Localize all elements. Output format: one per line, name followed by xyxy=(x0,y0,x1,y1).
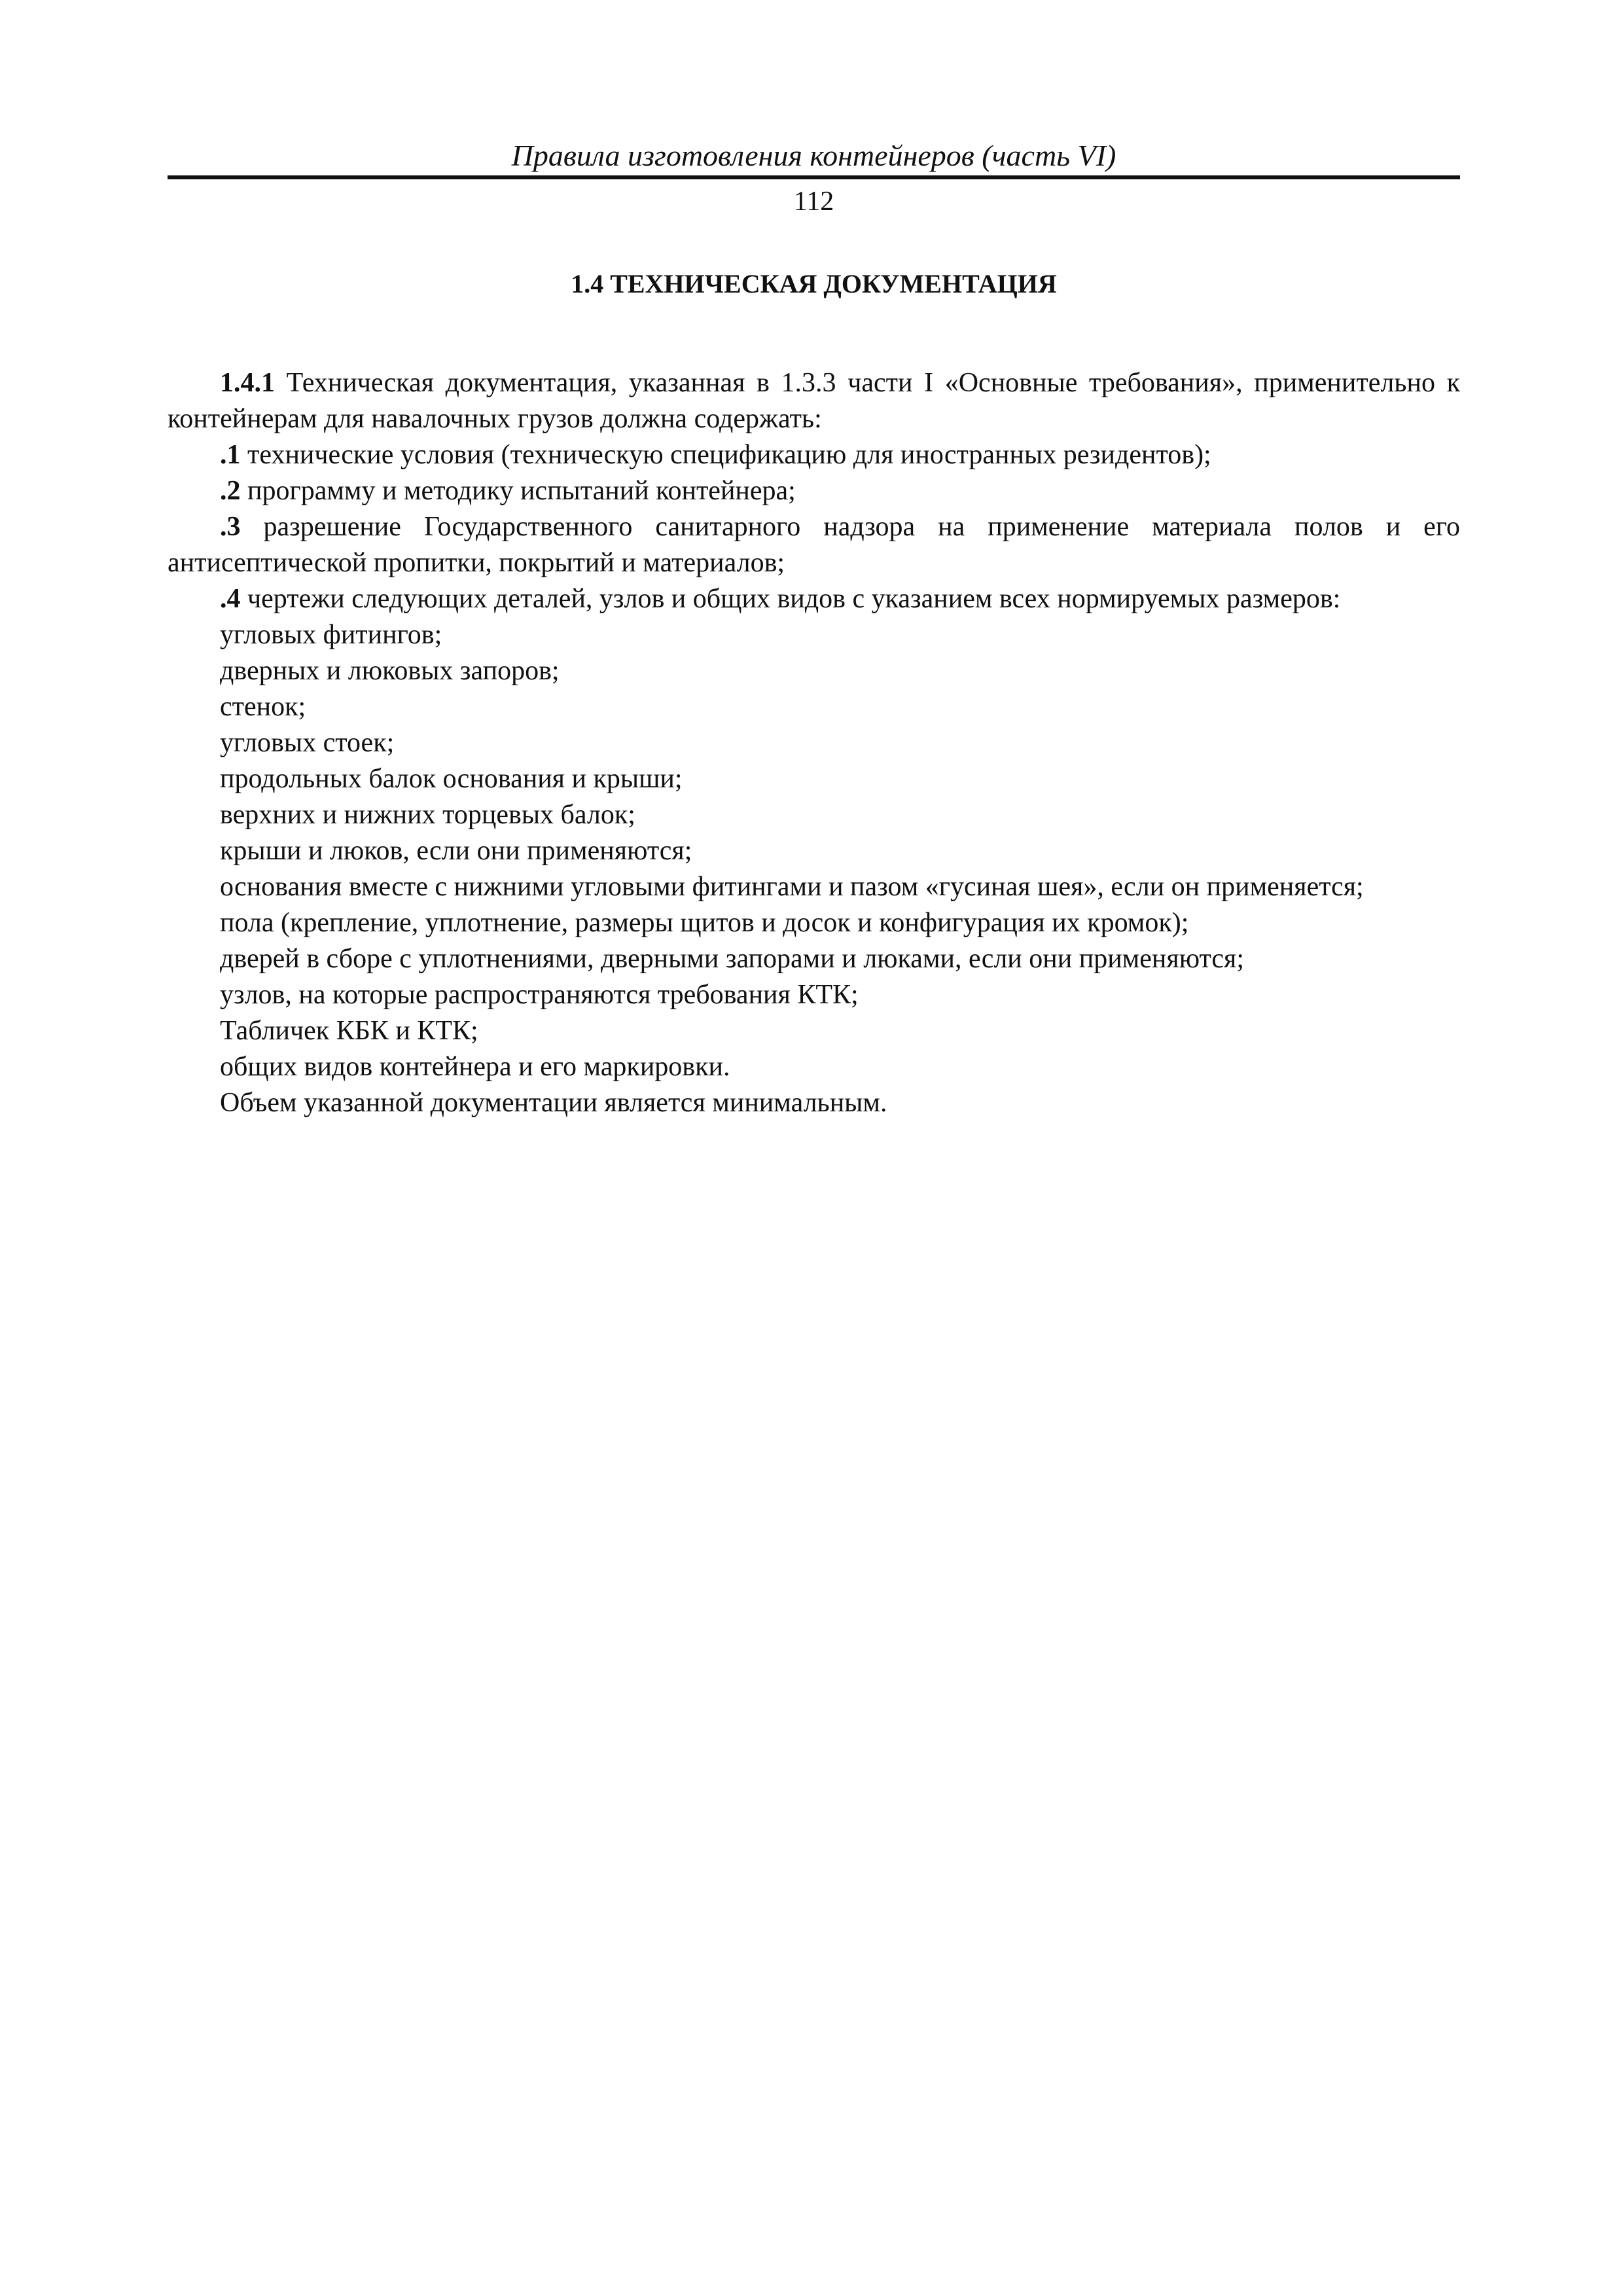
list-item xyxy=(168,581,1460,617)
item-number: .4 xyxy=(220,584,241,614)
drawing-item: пола (крепление, уплотнение, размеры щитов и досок и конфигурация их кромок); xyxy=(220,908,1189,938)
list-item xyxy=(168,437,1460,473)
drawing-item: угловых фитингов; xyxy=(220,620,442,650)
section-title: 1.4 ТЕХНИЧЕСКАЯ ДОКУМЕНТАЦИЯ xyxy=(571,269,1057,298)
drawing-item: угловых стоек; xyxy=(220,728,395,758)
closing-paragraph: Объем указанной документации является минимальным. xyxy=(220,1088,887,1118)
drawing-item: общих видов контейнера и его маркировки. xyxy=(220,1052,730,1082)
drawing-item: стенок; xyxy=(220,692,306,722)
item-number: .1 xyxy=(220,440,241,470)
list-item xyxy=(168,473,1460,509)
drawing-item: крыши и люков, если они применяются; xyxy=(220,836,692,866)
item-text: технические условия (техническую спецификацию для иностранных резидентов); xyxy=(240,440,1211,470)
drawing-item: дверей в сборе с уплотнениями, дверными запорами и люками, если они применяются; xyxy=(220,944,1245,974)
list-item xyxy=(168,509,1460,581)
document-body xyxy=(168,365,1460,1121)
drawing-item: дверных и люковых запоров; xyxy=(220,656,560,686)
header-rule xyxy=(168,175,1460,179)
intro-paragraph xyxy=(168,365,1460,437)
item-text: разрешение Государственного санитарного надзора на применение материала полов и его антисептической пропитки, покрытий и материалов; xyxy=(168,512,1460,578)
item-text: программу и методику испытаний контейнера; xyxy=(240,476,796,506)
running-header: Правила изготовления контейнеров (часть VI) xyxy=(511,139,1116,172)
item-number: .3 xyxy=(220,512,241,542)
clause-number: 1.4.1 xyxy=(220,368,275,398)
drawing-item: продольных балок основания и крыши; xyxy=(220,764,683,794)
item-number: .2 xyxy=(220,476,241,506)
drawing-item: узлов, на которые распространяются требования КТК; xyxy=(220,980,859,1010)
item-text: чертежи следующих деталей, узлов и общих видов с указанием всех нормируемых размеров: xyxy=(240,584,1341,614)
drawing-item: верхних и нижних торцевых балок; xyxy=(220,800,635,830)
clause-text: Техническая документация, указанная в 1.3.3 части I «Основные требования», применительно к контейнерам для навалочных грузов должна содержать: xyxy=(168,368,1460,434)
page-number: 112 xyxy=(793,187,834,217)
drawing-item: Табличек КБК и КТК; xyxy=(220,1016,478,1046)
drawing-item: основания вместе с нижними угловыми фитингами и пазом «гусиная шея», если он применяется; xyxy=(220,872,1364,902)
